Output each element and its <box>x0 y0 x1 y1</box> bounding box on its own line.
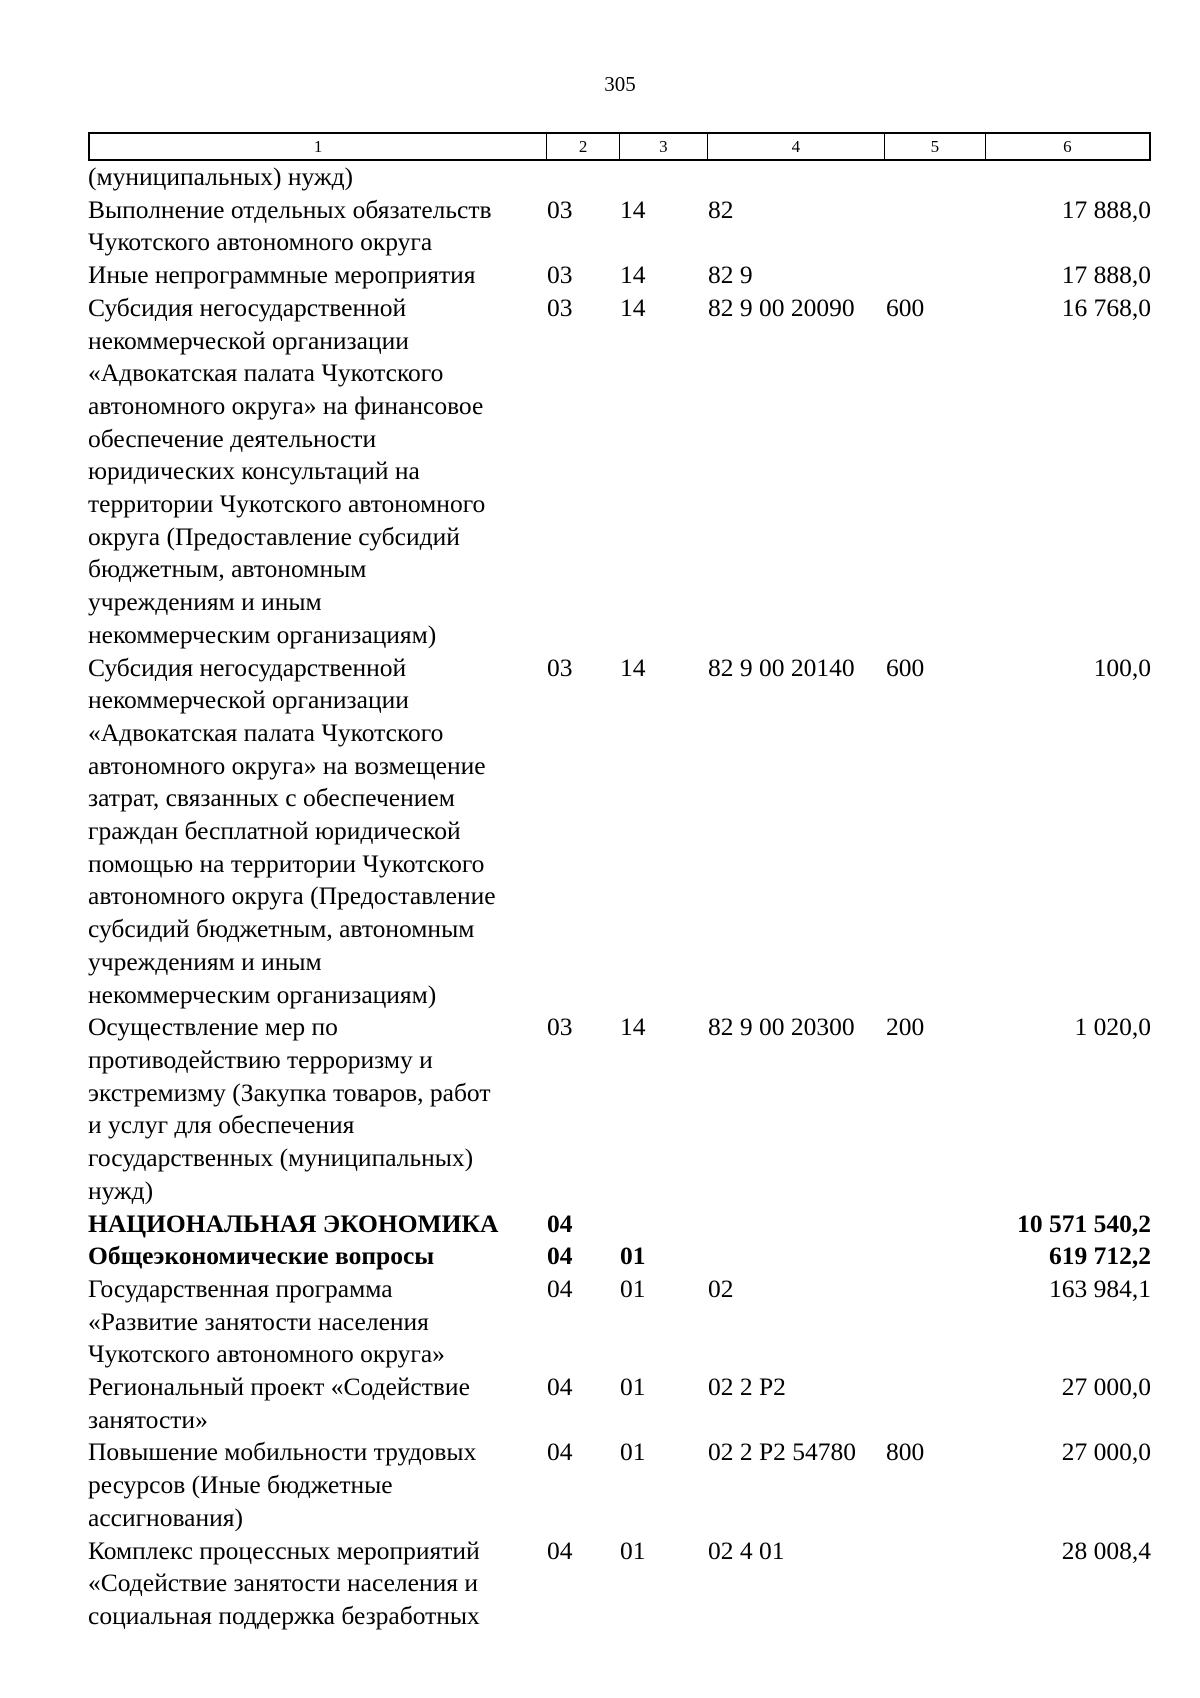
row-subsection <box>620 161 708 194</box>
column-header-5: 5 <box>885 134 986 159</box>
row-amount: 1 020,0 <box>1074 1012 1151 1042</box>
row-expense-type: 600 <box>886 652 925 682</box>
row-subsection: 14 <box>620 194 646 224</box>
row-subsection: 01 <box>620 1273 646 1303</box>
table-row <box>88 1371 1151 1436</box>
row-subsection: 01 <box>620 1437 646 1467</box>
row-section: 04 <box>547 1208 573 1238</box>
row-section: 04 <box>547 1535 573 1565</box>
column-header-2: 2 <box>547 134 620 159</box>
row-amount: 28 008,4 <box>1061 1535 1151 1565</box>
row-name: НАЦИОНАЛЬНАЯ ЭКОНОМИКА <box>88 1208 499 1238</box>
row-section: 04 <box>547 1372 573 1402</box>
column-header-6: 6 <box>1063 137 1072 156</box>
row-subsection: 14 <box>620 292 646 322</box>
row-subsection: 01 <box>620 1372 646 1402</box>
row-amount: 163 984,1 <box>1049 1273 1151 1303</box>
row-section: 03 <box>547 194 573 224</box>
row-name: Осуществление мер по противодействию терроризму и экстремизму (Закупка товаров, работ и услуг для обеспечения государственных (муниципальных) нужд) <box>88 1012 491 1205</box>
table-row-section-heading <box>88 1208 1151 1241</box>
table-row <box>88 1011 1151 1207</box>
row-target-article: 02 <box>708 1273 734 1303</box>
row-subsection <box>620 1208 708 1241</box>
row-expense-type <box>886 194 987 259</box>
row-target-article: 82 9 00 20090 <box>708 292 855 322</box>
column-header-1: 1 <box>90 134 547 159</box>
row-target-article: 02 2 Р2 54780 <box>708 1437 857 1467</box>
column-header-3: 3 <box>620 134 708 159</box>
row-expense-type <box>886 1273 987 1371</box>
row-name: Общеэкономические вопросы <box>88 1241 435 1271</box>
table-row <box>88 161 1151 194</box>
table-row <box>88 1436 1151 1534</box>
page-number: 305 <box>604 72 636 96</box>
row-name: Субсидия негосударственной некоммерческой организации «Адвокатская палата Чукотского автономного округа» на возмещение затрат, связанных с обеспечением граждан бесплатной юридической помощью на территории Чукотского автономного округа (Предоставление субсидий бюджетным, автономным учреждениям и иным некоммерческим организациям) <box>88 652 496 1009</box>
row-section: 03 <box>547 292 573 322</box>
row-name: Региональный проект «Содействие занятости» <box>88 1372 470 1434</box>
table-row <box>88 292 1151 652</box>
row-target-article: 82 9 <box>708 260 753 290</box>
row-target-article: 82 9 00 20140 <box>708 652 855 682</box>
row-section <box>547 161 620 194</box>
table-row-subsection-heading <box>88 1240 1151 1273</box>
row-name: Выполнение отдельных обязательств Чукотского автономного округа <box>88 194 492 257</box>
table-row <box>88 1273 1151 1371</box>
row-target-article <box>708 1208 886 1241</box>
row-amount: 100,0 <box>1093 652 1151 682</box>
row-section: 03 <box>547 260 573 290</box>
row-name: Иные непрограммные мероприятия <box>88 260 476 290</box>
row-section: 04 <box>547 1273 573 1303</box>
row-expense-type <box>886 259 987 292</box>
row-amount: 619 712,2 <box>1049 1241 1151 1271</box>
table-row <box>88 194 1151 259</box>
row-subsection: 14 <box>620 652 646 682</box>
row-expense-type <box>886 1240 987 1273</box>
row-section: 04 <box>547 1437 573 1467</box>
row-target-article: 82 <box>708 194 734 224</box>
row-expense-type: 800 <box>886 1437 925 1467</box>
budget-table <box>88 161 1151 1633</box>
row-subsection: 01 <box>620 1241 646 1271</box>
row-amount: 27 000,0 <box>1061 1372 1151 1402</box>
row-section: 03 <box>547 652 573 682</box>
row-name: (муниципальных) нужд) <box>88 162 354 191</box>
row-amount <box>987 161 1151 194</box>
row-amount: 16 768,0 <box>1061 292 1151 322</box>
row-target-article <box>708 1240 886 1273</box>
row-subsection: 01 <box>620 1535 646 1565</box>
row-name: Повышение мобильности трудовых ресурсов (Иные бюджетные ассигнования) <box>88 1437 477 1532</box>
row-target-article: 02 2 Р2 <box>708 1372 786 1402</box>
row-target-article: 82 9 00 20300 <box>708 1012 855 1042</box>
row-section: 03 <box>547 1012 573 1042</box>
row-expense-type <box>886 1371 987 1436</box>
row-amount: 27 000,0 <box>1061 1437 1151 1467</box>
row-name: Субсидия негосударственной некоммерческой организации «Адвокатская палата Чукотского автономного округа» на финансовое обеспечение деятельности юридических консультаций на территории Чукотского автономного округа (Предоставление субсидий бюджетным, автономным учреждениям и иным некоммерческим организациям) <box>88 292 486 649</box>
row-expense-type: 200 <box>886 1012 925 1042</box>
row-name: Комплекс процессных мероприятий «Содействие занятости населения и социальная поддержка безработных <box>88 1535 480 1630</box>
row-expense-type <box>886 161 987 194</box>
row-target-article <box>708 161 886 194</box>
row-expense-type: 600 <box>886 292 925 322</box>
row-subsection: 14 <box>620 260 646 290</box>
table-row <box>88 1535 1151 1633</box>
column-header-row <box>88 132 1151 161</box>
column-header-4: 4 <box>708 134 885 159</box>
row-amount: 10 571 540,2 <box>1017 1208 1151 1238</box>
row-amount: 17 888,0 <box>1061 194 1151 224</box>
row-subsection: 14 <box>620 1012 646 1042</box>
row-name: Государственная программа «Развитие занятости населения Чукотского автономного округа» <box>88 1273 445 1369</box>
row-expense-type <box>886 1535 987 1633</box>
row-target-article: 02 4 01 <box>708 1535 785 1565</box>
row-amount: 17 888,0 <box>1061 260 1151 290</box>
table-row <box>88 259 1151 292</box>
table-row <box>88 652 1151 1012</box>
row-expense-type <box>886 1208 987 1241</box>
row-section: 04 <box>547 1241 573 1271</box>
